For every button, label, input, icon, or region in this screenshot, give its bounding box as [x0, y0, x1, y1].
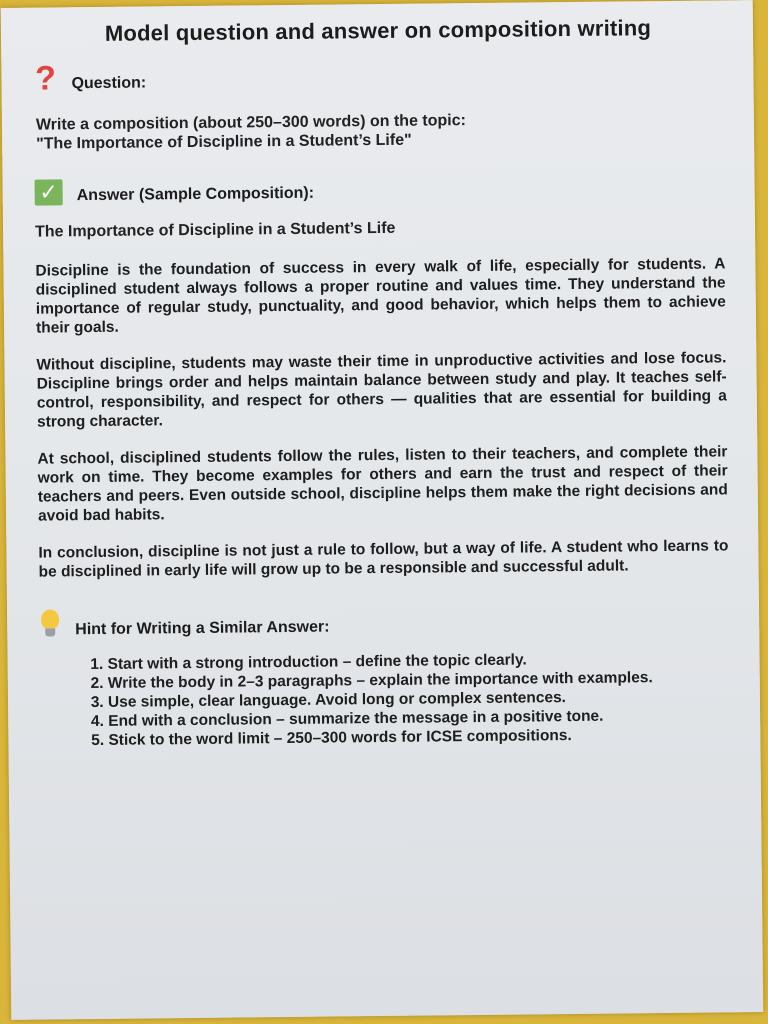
question-prompt-line1: Write a composition (about 250–300 words) on the topic: [35, 112, 467, 134]
question-prompt [36, 108, 724, 153]
composition-paragraph-4: In conclusion, discipline is not just a rule to follow, but a way of life. A student who learns to be disciplined in early life will grow up to be a responsible and successful adult. [38, 537, 729, 581]
list-item: 5. Stick to the word limit – 250–300 words for ICSE compositions. [108, 724, 730, 750]
hint-list [40, 648, 731, 750]
paper-sheet [1, 0, 764, 1020]
hint-heading-label: Hint for Writing a Similar Answer: [75, 618, 330, 639]
hint-heading [39, 602, 729, 639]
light-bulb-icon [39, 609, 61, 639]
answer-heading [35, 172, 725, 205]
question-prompt-line2: "The Importance of Discipline in a Student’s Life" [36, 131, 412, 153]
list-item: 4. End with a conclusion – summarize the message in a positive tone. [108, 705, 730, 731]
list-item: 1. Start with a strong introduction – define the topic clearly. [108, 648, 730, 674]
composition-title: The Importance of Discipline in a Student’s Life [34, 219, 396, 241]
composition-paragraph-2: Without discipline, students may waste their time in unproductive activities and lose focus. Discipline brings order and helps maintain balance between study and play. It teaches self-control, responsibility, and respect for others — qualities that are essential for building a strong character. [36, 349, 727, 431]
answer-heading-label: Answer (Sample Composition): [76, 184, 315, 205]
composition-paragraph-3: At school, disciplined students follow the rules, listen to their teachers, and complete their work on time. They become examples for others and earn the trust and respect of their teachers and peers. Even outside school, discipline helps them make the right decisions and avoid bad habits. [37, 443, 728, 525]
question-heading [33, 56, 723, 98]
check-mark-icon: ✓ [35, 179, 63, 205]
question-mark-icon: ? [34, 59, 57, 98]
page-title: Model question and answer on composition writing [104, 15, 652, 46]
list-item: 2. Write the body in 2–3 paragraphs – explain the importance with examples. [108, 667, 730, 693]
composition-paragraph-1: Discipline is the foundation of success in every walk of life, especially for students. A disciplined student always follows a proper routine and values time. They understand the importance of regular study, punctuality, and good behavior, which helps them to achieve their goals. [35, 255, 726, 337]
question-heading-label: Question: [71, 74, 147, 93]
list-item: 3. Use simple, clear language. Avoid long or complex sentences. [108, 686, 730, 712]
document-content [33, 14, 731, 750]
